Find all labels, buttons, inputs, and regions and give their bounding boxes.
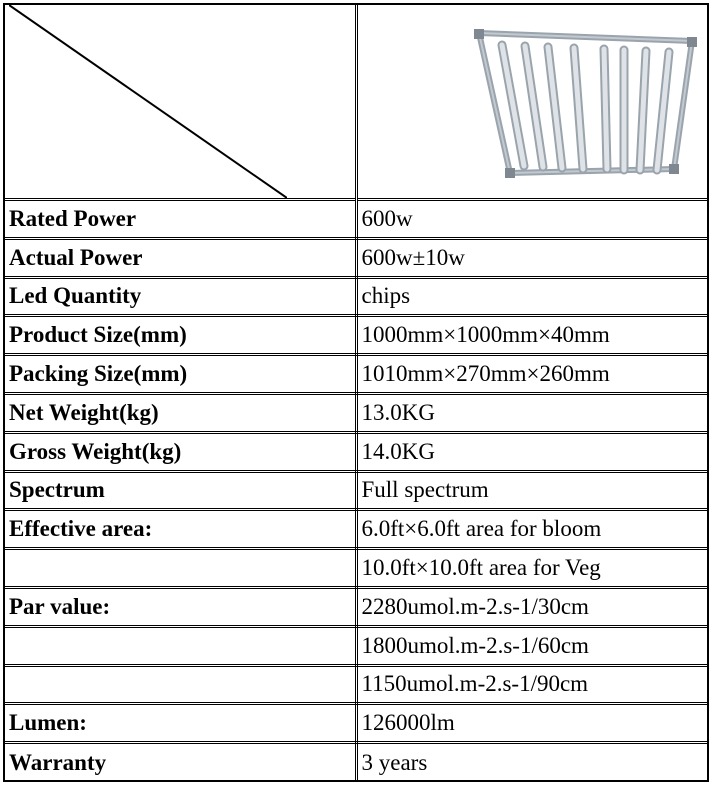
spec-label-spectrum: Spectrum <box>5 471 356 510</box>
spec-row <box>5 316 707 355</box>
spec-table <box>5 5 707 781</box>
spec-row <box>5 704 707 743</box>
spec-value: 1010mm×270mm×260mm <box>356 355 707 394</box>
header-row <box>5 5 707 200</box>
spec-value: Full spectrum <box>356 471 707 510</box>
spec-row <box>5 432 707 471</box>
spec-value: 1000mm×1000mm×40mm <box>356 316 707 355</box>
diagonal-line <box>9 5 287 198</box>
spec-value: chips <box>356 277 707 316</box>
spec-row <box>5 549 707 588</box>
spec-value: 1800umol.m-2.s-1/60cm <box>356 626 707 665</box>
spec-row <box>5 665 707 704</box>
spec-row <box>5 238 707 277</box>
spec-value: 13.0KG <box>356 393 707 432</box>
spec-row <box>5 471 707 510</box>
spec-row <box>5 743 707 782</box>
spec-value: 14.0KG <box>356 432 707 471</box>
spec-value: 600w±10w <box>356 238 707 277</box>
spec-value: 600w <box>356 200 707 239</box>
spec-row <box>5 510 707 549</box>
spec-label-par-value: Par value: <box>5 587 356 626</box>
spec-value: 3 years <box>356 743 707 782</box>
spec-label-led-quantity: Led Quantity <box>5 277 356 316</box>
spec-row <box>5 277 707 316</box>
spec-label-warranty: Warranty <box>5 743 356 782</box>
spec-label-product-size-mm: Product Size(mm) <box>5 316 356 355</box>
spec-row <box>5 587 707 626</box>
spec-row <box>5 355 707 394</box>
led-grow-light-bar-fixture-icon <box>362 5 708 198</box>
spec-label-empty <box>5 665 356 704</box>
spec-label-net-weight-kg: Net Weight(kg) <box>5 393 356 432</box>
product-image-cell <box>356 5 707 200</box>
spec-label-packing-size-mm: Packing Size(mm) <box>5 355 356 394</box>
spec-label-actual-power: Actual Power <box>5 238 356 277</box>
spec-row <box>5 200 707 239</box>
spec-row <box>5 393 707 432</box>
spec-value: 10.0ft×10.0ft area for Veg <box>356 549 707 588</box>
diagonal-corner-cell <box>5 5 356 200</box>
spec-label-empty <box>5 626 356 665</box>
spec-label-effective-area: Effective area: <box>5 510 356 549</box>
spec-label-rated-power: Rated Power <box>5 200 356 239</box>
spec-value: 6.0ft×6.0ft area for bloom <box>356 510 707 549</box>
spec-value: 126000lm <box>356 704 707 743</box>
spec-label-gross-weight-kg: Gross Weight(kg) <box>5 432 356 471</box>
spec-row <box>5 626 707 665</box>
spec-label-empty <box>5 549 356 588</box>
spec-label-lumen: Lumen: <box>5 704 356 743</box>
spec-sheet <box>3 3 709 782</box>
spec-value: 1150umol.m-2.s-1/90cm <box>356 665 707 704</box>
spec-value: 2280umol.m-2.s-1/30cm <box>356 587 707 626</box>
